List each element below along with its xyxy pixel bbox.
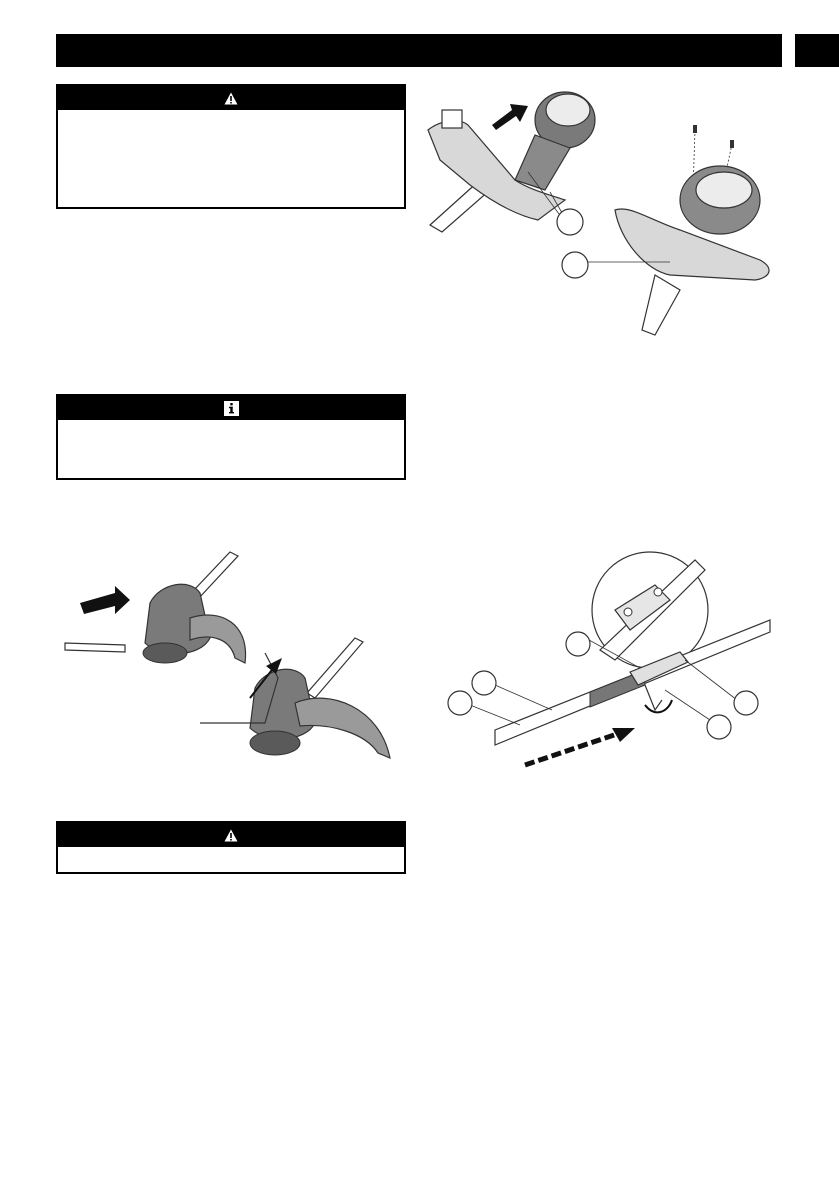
shaft-coupler-figure [440,540,780,780]
warning-box-1 [56,84,406,209]
callout-circle-a [566,632,590,656]
warning-triangle-icon [224,92,238,105]
guard-clip-left [442,110,462,128]
spool-top [143,643,187,663]
screw-1-icon [693,125,697,133]
push-arrow-icon [492,104,528,130]
spool-cap-left [546,94,590,126]
callout-circle-e [707,715,731,739]
callout-circle-b [472,671,496,695]
info-box-header [58,396,404,420]
dashed-push-line [525,733,620,765]
bail-handle-figure [60,548,400,778]
page-header-bar [56,34,782,67]
shaft-right [642,275,680,335]
warning-box-2-header [58,823,404,847]
language-tab [795,34,839,67]
callout-circle-1 [557,209,583,235]
push-arrow-icon [80,586,130,614]
spool-cap-right [696,172,752,208]
info-box-body [58,420,404,432]
shaft-bottom [307,638,363,698]
info-icon [224,401,239,416]
warning-box-2 [56,821,406,874]
warning-triangle-icon [224,829,238,842]
spool-bottom [250,731,300,755]
guard-installation-figure [420,80,800,340]
callout-circle-c [448,691,472,715]
warning-box-1-header [58,86,404,110]
push-arrow-icon [612,728,635,742]
info-box [56,394,406,480]
callout-circle-2 [562,252,588,278]
warning-box-1-body [58,110,404,122]
warning-box-2-body [58,847,404,859]
bail-handle-loose [65,643,125,652]
screw-2-icon [730,140,734,148]
rotate-arrow-icon [645,700,672,712]
callout-circle-d [734,691,758,715]
